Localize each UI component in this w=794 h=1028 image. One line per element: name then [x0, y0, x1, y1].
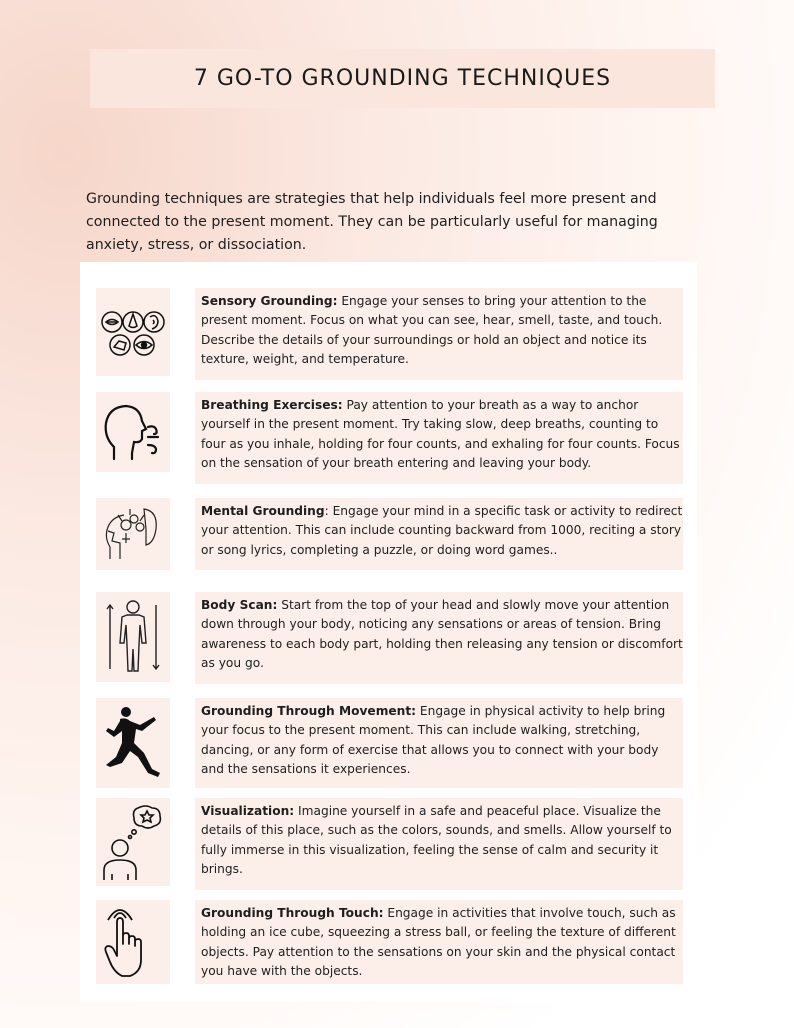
technique-heading: Mental Grounding	[201, 504, 325, 518]
technique-body: Engage in physical activity to help bring your focus to the present moment. This can include walking, stretching, dancing, or any form of exercise that allows you to connect with your body and the sensations it experiences.	[201, 704, 666, 777]
thinking-person-icon	[96, 798, 170, 886]
title-banner	[90, 49, 715, 108]
five-senses-icon	[96, 288, 170, 376]
technique-body: : Engage your mind in a specific task or activity to redirect your attention. This can include counting backward from 1000, reciting a story or song lyrics, completing a puzzle, or doing word games..	[201, 504, 683, 557]
technique-text-movement	[195, 698, 683, 788]
technique-body: Engage in activities that involve touch, such as holding an ice cube, squeezing a stress ball, or feeling the texture of different objects. Pay attention to the sensations on your skin and the physical contact you have with the objects.	[201, 906, 676, 979]
technique-text-mental	[195, 498, 683, 570]
technique-body: Engage your senses to bring your attention to the present moment. Focus on what you can see, hear, smell, taste, and touch. Describe the details of your surroundings or hold an object and notice its texture, weight, and temperature.	[201, 294, 663, 367]
technique-text-sensory	[195, 288, 683, 380]
technique-text-body-scan	[195, 592, 683, 684]
open-mind-icon	[96, 498, 170, 570]
intro-paragraph: Grounding techniques are strategies that help individuals feel more present and connected to the present moment. They can be particularly useful for managing anxiety, stress, or dissociation.	[86, 191, 658, 254]
technique-heading: Visualization:	[201, 804, 295, 818]
breathing-head-icon	[96, 392, 170, 472]
technique-body: Start from the top of your head and slowly move your attention down through your body, noticing any sensations or areas of tension. Bring awareness to each body part, holding then releasing any tension or discomfort as you go.	[201, 598, 683, 671]
techniques-card	[80, 262, 697, 1002]
technique-text-breathing	[195, 392, 683, 484]
touch-hand-icon	[96, 900, 170, 984]
runner-icon	[96, 698, 170, 788]
body-scan-icon	[96, 592, 170, 682]
technique-body: Imagine yourself in a safe and peaceful place. Visualize the details of this place, such as the colors, sounds, and smells. Allow yourself to fully immerse in this visualization, feeling the sense of calm and security it brings.	[201, 804, 672, 877]
technique-body: Pay attention to your breath as a way to anchor yourself in the present moment. Try taking slow, deep breaths, counting to four as you inhale, holding for four counts, and exhaling for four counts. Focus on the sensation of your breath entering and leaving your body.	[201, 398, 680, 471]
technique-heading: Grounding Through Movement:	[201, 704, 417, 718]
technique-text-touch	[195, 900, 683, 984]
technique-heading: Grounding Through Touch:	[201, 906, 384, 920]
technique-heading: Body Scan:	[201, 598, 278, 612]
technique-heading: Breathing Exercises:	[201, 398, 343, 412]
page-title: 7 GO-TO GROUNDING TECHNIQUES	[193, 66, 612, 91]
technique-heading: Sensory Grounding:	[201, 294, 338, 308]
technique-text-visualization	[195, 798, 683, 890]
